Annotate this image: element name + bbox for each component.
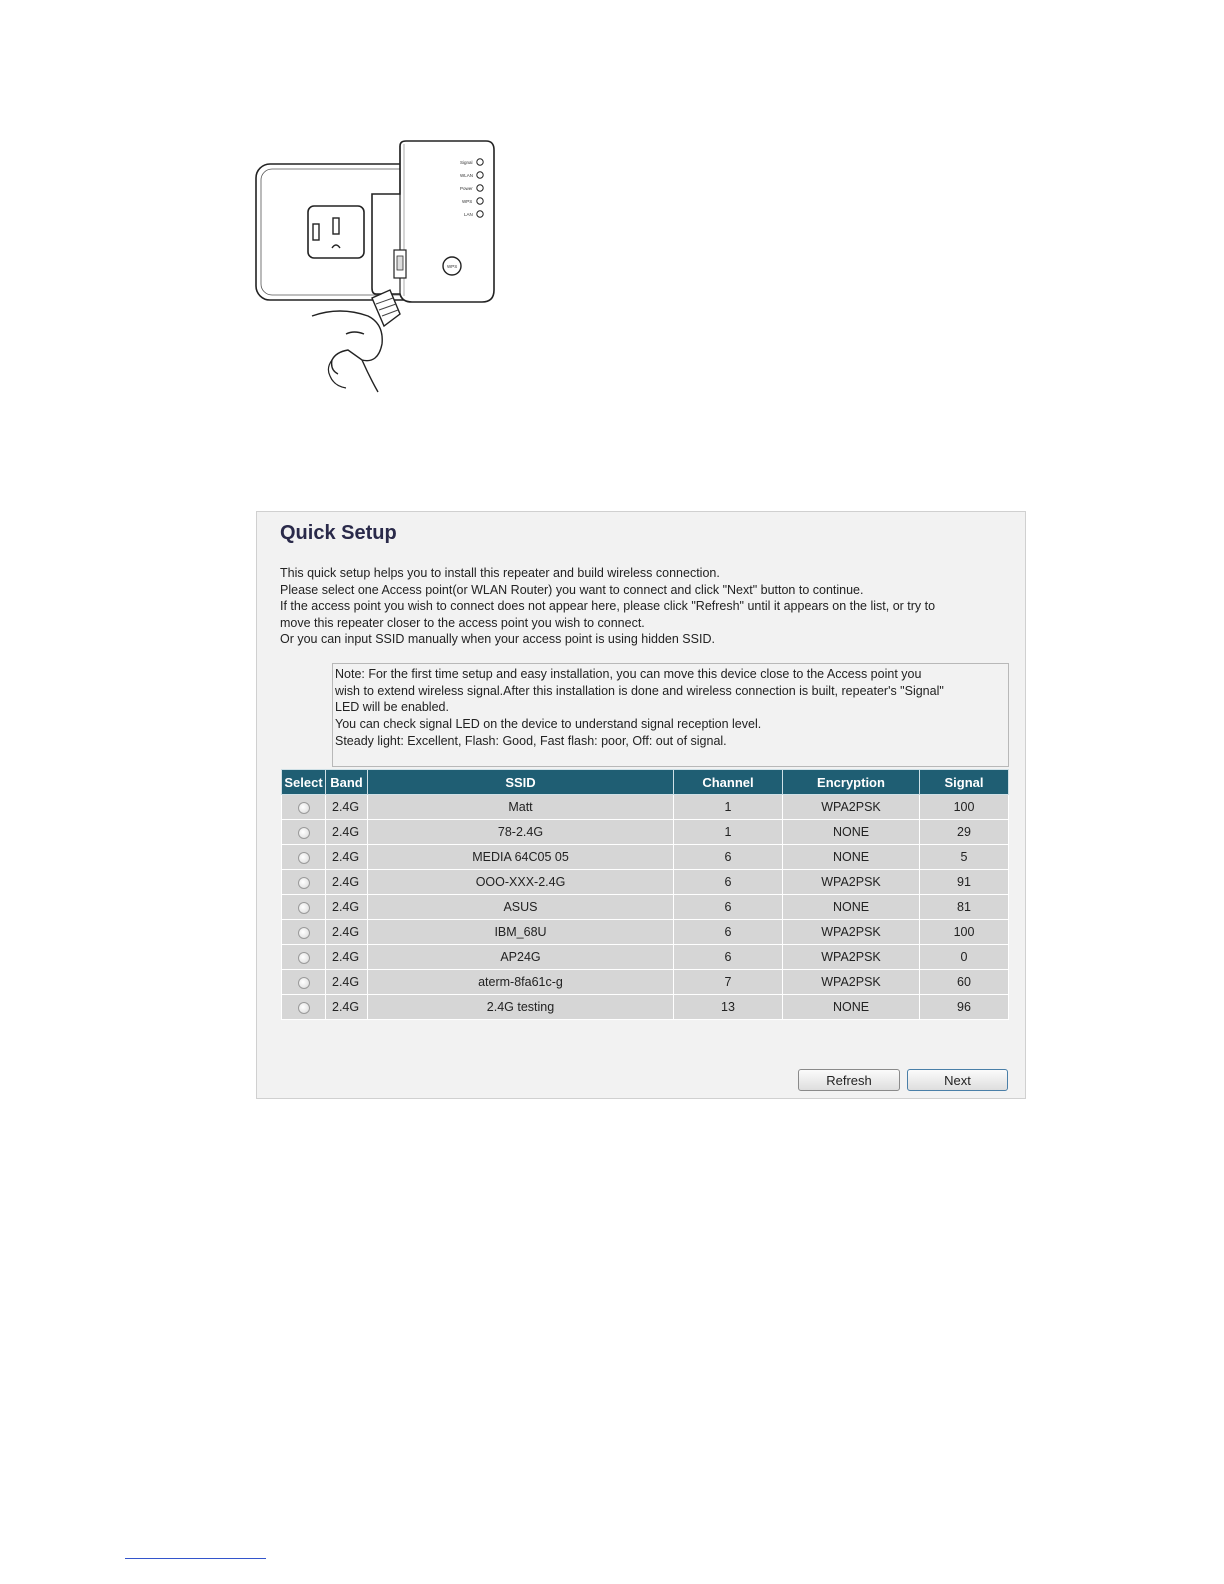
table-header-row [282, 770, 1009, 795]
band-cell: 2.4G [326, 945, 368, 970]
ssid-cell: 2.4G testing [368, 995, 674, 1020]
channel-cell: 6 [674, 845, 783, 870]
ssid-cell: IBM_68U [368, 920, 674, 945]
intro-line: move this repeater closer to the access point you wish to connect. [280, 615, 645, 630]
select-cell [282, 845, 326, 870]
band-cell: 2.4G [326, 795, 368, 820]
select-cell [282, 945, 326, 970]
signal-cell: 60 [920, 970, 1009, 995]
ssid-cell: AP24G [368, 945, 674, 970]
select-radio[interactable] [298, 977, 310, 989]
footnote-rule [125, 1558, 266, 1559]
signal-cell: 91 [920, 870, 1009, 895]
signal-cell: 5 [920, 845, 1009, 870]
next-button[interactable]: Next [907, 1069, 1008, 1091]
table-row[interactable] [282, 895, 1009, 920]
signal-cell: 100 [920, 795, 1009, 820]
intro-line: Or you can input SSID manually when your access point is using hidden SSID. [280, 632, 715, 647]
ssid-cell: ASUS [368, 895, 674, 920]
select-radio[interactable] [298, 927, 310, 939]
select-cell [282, 970, 326, 995]
signal-cell: 81 [920, 895, 1009, 920]
encryption-cell: WPA2PSK [783, 870, 920, 895]
note-line: LED will be enabled. [335, 700, 449, 715]
channel-cell: 1 [674, 820, 783, 845]
select-radio[interactable] [298, 902, 310, 914]
signal-cell: 29 [920, 820, 1009, 845]
channel-cell: 1 [674, 795, 783, 820]
ssid-cell: MEDIA 64C05 05 [368, 845, 674, 870]
ssid-cell: 78-2.4G [368, 820, 674, 845]
encryption-cell: WPA2PSK [783, 795, 920, 820]
led-label-signal: Signal [460, 160, 473, 165]
select-radio[interactable] [298, 827, 310, 839]
page-title: Quick Setup [280, 522, 397, 544]
band-cell: 2.4G [326, 895, 368, 920]
channel-cell: 6 [674, 870, 783, 895]
column-header-channel: Channel [674, 770, 783, 795]
led-label-lan: LAN [464, 212, 473, 217]
note-line: Steady light: Excellent, Flash: Good, Fast flash: poor, Off: out of signal. [335, 733, 727, 748]
select-cell [282, 895, 326, 920]
table-row[interactable] [282, 970, 1009, 995]
intro-line: Please select one Access point(or WLAN Router) you want to connect and click "Next" button to continue. [280, 582, 864, 597]
ssid-cell: Matt [368, 795, 674, 820]
signal-cell: 0 [920, 945, 1009, 970]
table-row[interactable] [282, 795, 1009, 820]
band-cell: 2.4G [326, 970, 368, 995]
column-header-encryption: Encryption [783, 770, 920, 795]
note-box [332, 663, 1009, 767]
column-header-select: Select [282, 770, 326, 795]
band-cell: 2.4G [326, 845, 368, 870]
select-radio[interactable] [298, 877, 310, 889]
channel-cell: 6 [674, 920, 783, 945]
column-header-band: Band [326, 770, 368, 795]
refresh-button[interactable]: Refresh [798, 1069, 900, 1091]
signal-cell: 100 [920, 920, 1009, 945]
note-line: wish to extend wireless signal.After this installation is done and wireless connection is built, repeater's "Signal" [335, 683, 944, 698]
select-radio[interactable] [298, 1002, 310, 1014]
encryption-cell: NONE [783, 845, 920, 870]
intro-line: This quick setup helps you to install this repeater and build wireless connection. [280, 566, 720, 580]
encryption-cell: NONE [783, 895, 920, 920]
channel-cell: 6 [674, 895, 783, 920]
column-header-ssid: SSID [368, 770, 674, 795]
encryption-cell: NONE [783, 820, 920, 845]
access-point-table [281, 769, 1009, 1020]
repeater-illustration [250, 138, 500, 400]
select-radio[interactable] [298, 952, 310, 964]
table-row[interactable] [282, 820, 1009, 845]
encryption-cell: WPA2PSK [783, 970, 920, 995]
select-radio[interactable] [298, 852, 310, 864]
band-cell: 2.4G [326, 870, 368, 895]
table-row[interactable] [282, 945, 1009, 970]
intro-line: If the access point you wish to connect does not appear here, please click "Refresh" until it appears on the list, or try to [280, 599, 936, 614]
channel-cell: 13 [674, 995, 783, 1020]
select-cell [282, 920, 326, 945]
note-line: You can check signal LED on the device to understand signal reception level. [335, 717, 762, 732]
table-row[interactable] [282, 870, 1009, 895]
channel-cell: 7 [674, 970, 783, 995]
select-cell [282, 820, 326, 845]
table-row[interactable] [282, 920, 1009, 945]
band-cell: 2.4G [326, 820, 368, 845]
encryption-cell: WPA2PSK [783, 920, 920, 945]
note-line: Note: For the first time setup and easy installation, you can move this device close to the Access point you [335, 667, 922, 681]
led-label-wps: WPS [462, 199, 473, 204]
encryption-cell: NONE [783, 995, 920, 1020]
band-cell: 2.4G [326, 995, 368, 1020]
band-cell: 2.4G [326, 920, 368, 945]
table-row[interactable] [282, 845, 1009, 870]
select-cell [282, 870, 326, 895]
quick-setup-panel [256, 511, 1026, 1099]
column-header-signal: Signal [920, 770, 1009, 795]
ssid-cell: aterm-8fa61c-g [368, 970, 674, 995]
table-row[interactable] [282, 995, 1009, 1020]
intro-text [280, 565, 1015, 648]
select-cell [282, 795, 326, 820]
wps-button-label: WPS [447, 264, 458, 269]
led-label-wlan: WLAN [460, 173, 474, 178]
encryption-cell: WPA2PSK [783, 945, 920, 970]
signal-cell: 96 [920, 995, 1009, 1020]
ssid-cell: OOO-XXX-2.4G [368, 870, 674, 895]
led-label-power: Power [460, 186, 473, 191]
select-cell [282, 995, 326, 1020]
select-radio[interactable] [298, 802, 310, 814]
channel-cell: 6 [674, 945, 783, 970]
